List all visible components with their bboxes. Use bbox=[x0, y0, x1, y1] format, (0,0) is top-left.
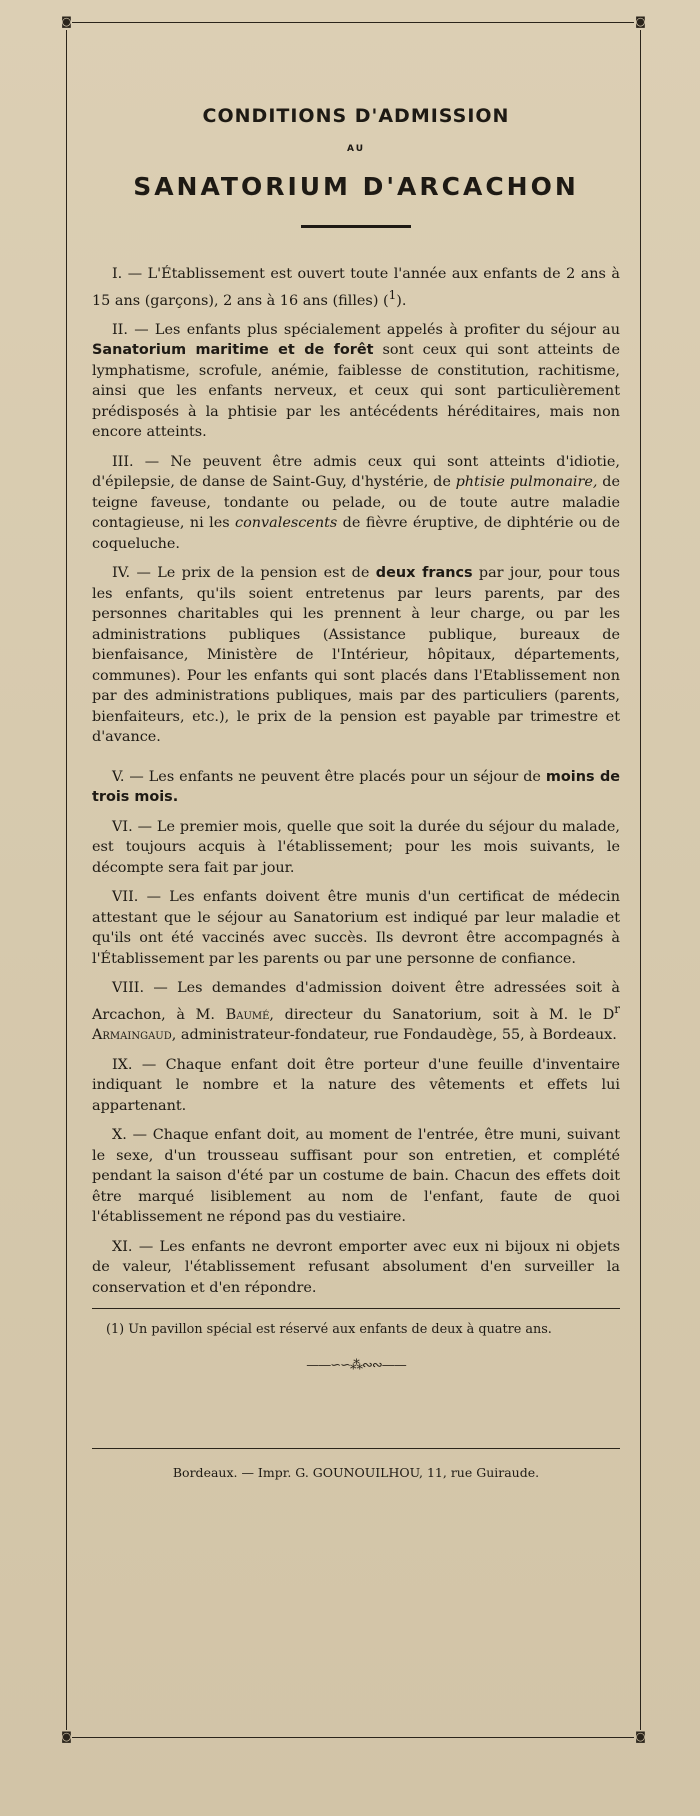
corner-ornament-icon: ◙ bbox=[635, 15, 646, 28]
article-text: , administrateur-fondateur, rue Fondaudège, 55, à Bordeaux. bbox=[171, 1027, 617, 1044]
article-text: VII. — Les enfants doivent être munis d'un certificat de médecin attestant que le séjour au Sanatorium est indiqué par leur maladie et qu'ils ont été vaccinés avec succès. Ils devront être accompagnés à l'Établissement par les parents ou par une personne de confiance. bbox=[92, 889, 620, 967]
article-paragraph bbox=[92, 1055, 620, 1117]
footnote-mark: (1) bbox=[106, 1322, 125, 1338]
article-text: de teigne faveuse, tondante ou pelade, ou de toute autre maladie contagieuse, ni les bbox=[92, 474, 620, 532]
article-text: III. — Ne peuvent être admis ceux qui sont atteints d'idiotie, d'épilepsie, de danse de Saint-Guy, d'hystérie, de bbox=[92, 453, 620, 491]
article-paragraph bbox=[92, 817, 620, 879]
frame-left-rule bbox=[66, 30, 67, 1730]
article-text: XI. — Les enfants ne devront emporter avec eux ni bijoux ni objets de valeur, l'établissement refusant absolument d'en surveiller la conservation et d'en répondre. bbox=[92, 1238, 620, 1296]
frame-right-rule bbox=[640, 30, 641, 1730]
articles-list bbox=[92, 264, 620, 1298]
article-gap bbox=[92, 757, 620, 767]
article-text: VIII. — Les demandes d'admission doivent être adressées soit à Arcachon, à M. bbox=[92, 980, 620, 1023]
article-text: IX. — Chaque enfant doit être porteur d'une feuille d'inventaire indiquant le nombre et la nature des vêtements et effets lui appartenant. bbox=[92, 1056, 620, 1114]
article-text: Sanatorium maritime et de forêt bbox=[92, 342, 374, 359]
article-text: X. — Chaque enfant doit, au moment de l'entrée, être muni, suivant le sexe, d'un trousseau suffisant pour son entretien, et complété pendant la saison d'été par un costume de bain. Chacun des effets doit être marqué lisiblement au nom de l'enfant, faute de quoi l'établissement ne répond pas du vestiaire. bbox=[92, 1127, 620, 1226]
article-text: 1 bbox=[388, 287, 397, 302]
article-text: IV. — Le prix de la pension est de bbox=[112, 565, 376, 582]
article-text: ). bbox=[396, 292, 407, 309]
article-text: Baumé bbox=[225, 1006, 270, 1023]
article-text: , directeur du Sanatorium, soit à M. le D bbox=[269, 1006, 615, 1023]
article-text: de fièvre éruptive, de diphtérie ou de coqueluche. bbox=[92, 515, 620, 552]
corner-ornament-icon: ◙ bbox=[61, 1730, 72, 1743]
page-title: CONDITIONS D'ADMISSION bbox=[202, 105, 510, 127]
article-text: phtisie pulmonaire, bbox=[455, 474, 598, 491]
article-text: par jour, pour tous les enfants, qu'ils soient entretenus par leurs parents, par des personnes charitables qui les prennent à leur charge, ou par les administrations publiques (Assistance publique, bureaux de bienfaisance, Ministère de l'Intérieur, hôpitaux, départements, communes). Pour les enfants qui sont placés dans l'Etablissement non par des administrations publiques, mais par des particuliers (parents, bienfaiteurs, etc.), le prix de la pension est payable par trimestre et d'avance. bbox=[92, 565, 620, 746]
footnote-text: Un pavillon spécial est réservé aux enfants de deux à quatre ans. bbox=[128, 1322, 552, 1338]
title-divider bbox=[301, 225, 411, 228]
article-paragraph bbox=[92, 1237, 620, 1299]
article-paragraph bbox=[92, 767, 620, 808]
article-paragraph bbox=[92, 887, 620, 969]
article-paragraph bbox=[92, 264, 620, 311]
imprint-divider bbox=[92, 1448, 620, 1449]
article-text: II. — Les enfants plus spécialement appelés à profiter du séjour au bbox=[112, 321, 620, 338]
page-subtitle: AU bbox=[347, 144, 365, 154]
article-paragraph bbox=[92, 1125, 620, 1228]
article-paragraph bbox=[92, 978, 620, 1045]
document-body bbox=[92, 105, 620, 1373]
article-text: VI. — Le premier mois, quelle que soit la durée du séjour du malade, est toujours acquis à l'établissement; pour les mois suivants, le décompte sera fait par jour. bbox=[92, 818, 620, 876]
article-paragraph bbox=[92, 320, 620, 443]
article-text: deux francs bbox=[375, 565, 473, 582]
article-paragraph bbox=[92, 563, 620, 748]
article-text: r bbox=[614, 1001, 620, 1016]
institution-name: SANATORIUM D'ARCACHON bbox=[133, 172, 579, 201]
printer-imprint: Bordeaux. — Impr. G. GOUNOUILHOU, 11, rue Guiraude. bbox=[172, 1465, 540, 1480]
footnote-divider bbox=[92, 1308, 620, 1309]
footnote bbox=[92, 1321, 620, 1338]
frame-top-rule bbox=[72, 22, 634, 23]
ornament-flourish-icon: ——∽∽⁂∾∾—— bbox=[306, 1358, 406, 1374]
article-text: V. — Les enfants ne peuvent être placés pour un séjour de bbox=[112, 768, 546, 785]
corner-ornament-icon: ◙ bbox=[635, 1730, 646, 1743]
article-text: convalescents bbox=[235, 515, 338, 532]
frame-bottom-rule bbox=[72, 1737, 634, 1738]
article-text: sont ceux qui sont atteints de lymphatisme, scrofule, anémie, faiblesse de constitution, rachitisme, ainsi que les enfants nerveux, et ceux qui sont particulièrement prédisposés à la phtisie par les antécédents héréditaires, mais non encore atteints. bbox=[92, 342, 620, 441]
article-text: Armaingaud bbox=[92, 1027, 172, 1044]
article-text: I. — L'Établissement est ouvert toute l'année aux enfants de 2 ans à 15 ans (garçons), 2 ans à 16 ans (filles) ( bbox=[92, 266, 620, 309]
corner-ornament-icon: ◙ bbox=[61, 15, 72, 28]
article-text: moins de trois mois. bbox=[92, 768, 621, 806]
article-paragraph bbox=[92, 452, 620, 555]
